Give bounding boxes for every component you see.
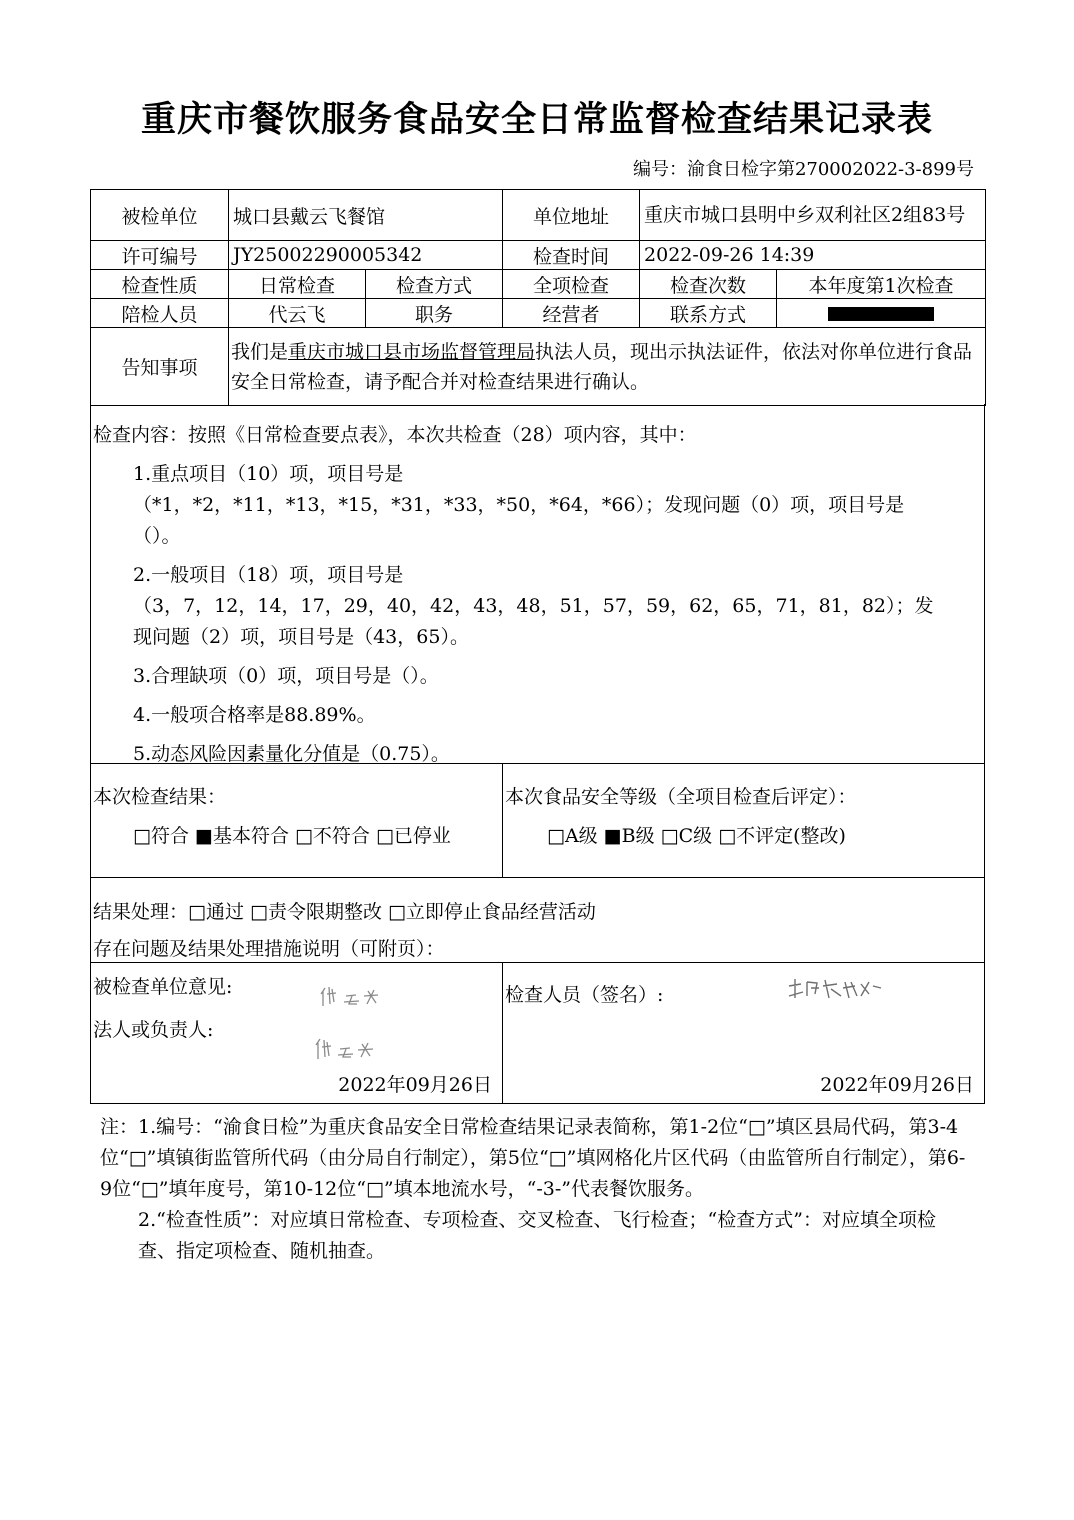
- item-risk-score: 5.动态风险因素量化分值是（0.75）。: [133, 743, 450, 765]
- license-label: 许可编号: [91, 241, 229, 270]
- contact-value: [777, 299, 986, 328]
- nature-value: 日常检查: [229, 270, 366, 299]
- content-intro: 检查内容：按照《日常检查要点表》，本次共检查（28）项内容，其中：: [93, 424, 697, 446]
- handling-options: 结果处理：□通过 □责令限期整改 □立即停止食品经营活动: [93, 901, 596, 923]
- time-value: 2022-09-26 14:39: [640, 241, 986, 270]
- address-value: 重庆市城口县明中乡双利社区2组83号: [640, 190, 986, 241]
- time-label: 检查时间: [503, 241, 640, 270]
- inspector-label: 检查人员（签名）:: [505, 984, 664, 1006]
- unit-sign-date: 2022年09月26日: [338, 1074, 492, 1096]
- count-value: 本年度第1次检查: [777, 270, 986, 299]
- item-pass-rate: 4.一般项合格率是88.89%。: [133, 704, 376, 726]
- method-value: 全项检查: [503, 270, 640, 299]
- note-2: 2.“检查性质”：对应填日常检查、专项检查、交叉检查、飞行检查；“检查方式”：对应填全项检查、指定项检查、随机抽查。: [138, 1209, 936, 1262]
- license-value: JY25002290005342: [229, 241, 503, 270]
- unit-signature: [316, 982, 396, 1010]
- issues-label: 存在问题及结果处理措施说明（可附页）：: [93, 938, 445, 960]
- accompany-label: 陪检人员: [91, 299, 229, 328]
- item-key-head: 1.重点项目（10）项，项目号是: [133, 463, 404, 485]
- safety-grade: [502, 764, 985, 878]
- info-table: [90, 189, 986, 406]
- position-label: 职务: [366, 299, 503, 328]
- notice-pre: 我们是: [231, 340, 289, 363]
- notice-post: 执法人员，现出示执法证件，依法对你单位进行食品安全日常检查，请予配合并对检查结果进行确认。: [231, 340, 973, 393]
- position-value: 经营者: [503, 299, 640, 328]
- item-key: [93, 459, 984, 552]
- count-label: 检查次数: [640, 270, 777, 299]
- notice-agency: 重庆市城口县市场监督管理局: [288, 340, 536, 363]
- result-options: □符合 ■基本符合 □不符合 □已停业: [133, 825, 451, 847]
- method-label: 检查方式: [366, 270, 503, 299]
- inspected-unit-label: 被检单位: [91, 190, 229, 241]
- grade-options: □A级 ■B级 □C级 □不评定(整改): [547, 825, 846, 847]
- page-title: 重庆市餐饮服务食品安全日常监督检查结果记录表: [140, 100, 933, 140]
- item-key-body: （*1，*2，*11，*13，*15，*31，*33，*50，*64，*66）；发现问题（0）项，项目号是（）。: [133, 494, 905, 547]
- accompany-value: 代云飞: [229, 299, 366, 328]
- result-label: 本次检查结果：: [93, 786, 227, 808]
- note-1: 注：1.编号：“渝食日检”为重庆食品安全日常检查结果记录表简称，第1-2位“□”填区县局代码，第3-4位“□”填镇街监管所代码（由分局自行制定），第5位“□”填网格化片区代码（由监管所自行制定），第6-9位“□”填年度号，第10-12位“□”填本地流水号，“-3-”代表餐饮服务。: [100, 1116, 966, 1200]
- notice-text: [229, 328, 986, 406]
- footnotes: [100, 1112, 970, 1267]
- inspection-content: [90, 404, 985, 764]
- contact-label: 联系方式: [640, 299, 777, 328]
- item-general: [93, 560, 984, 653]
- legal-person-signature: [311, 1035, 391, 1063]
- inspected-unit-value: 城口县戴云飞餐馆: [229, 190, 503, 241]
- nature-label: 检查性质: [91, 270, 229, 299]
- inspector-signature: [785, 974, 889, 1004]
- unit-sign-area: [90, 962, 503, 1104]
- grade-label: 本次食品安全等级（全项目检查后评定）：: [505, 786, 857, 808]
- item-general-head: 2.一般项目（18）项，项目号是: [133, 564, 404, 586]
- document-number: 编号：渝食日检字第270002022-3-899号: [632, 159, 974, 180]
- address-label: 单位地址: [503, 190, 640, 241]
- item-reasonable-missing: 3.合理缺项（0）项，项目号是（）。: [133, 665, 439, 687]
- redaction-bar: [828, 307, 934, 321]
- inspector-sign-area: [502, 962, 985, 1104]
- inspector-sign-date: 2022年09月26日: [820, 1074, 974, 1096]
- legal-person-label: 法人或负责人:: [93, 1019, 214, 1041]
- item-general-body: （3，7，12，14，17，29，40，42，43，48，51，57，59，62，65，71，81，82）；发现问题（2）项，项目号是（43，65）。: [133, 595, 934, 648]
- inspection-result: [90, 764, 503, 878]
- notice-label: 告知事项: [91, 328, 229, 406]
- result-handling: [90, 877, 985, 963]
- unit-opinion-label: 被检查单位意见:: [93, 976, 233, 998]
